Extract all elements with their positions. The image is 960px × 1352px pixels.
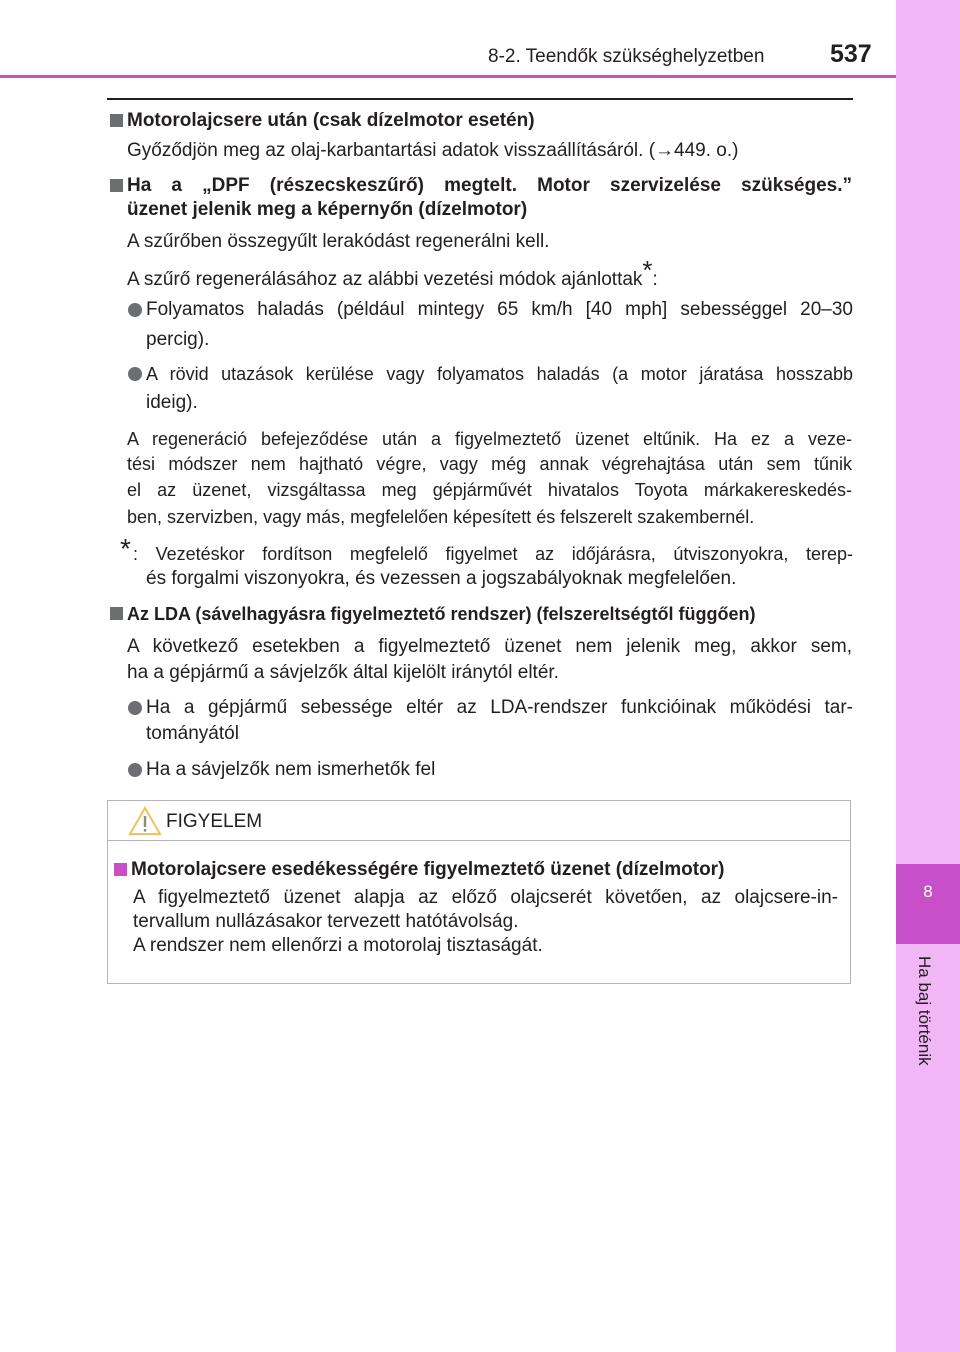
- section2-bullet1-line1: Folyamatos haladás (például mintegy 65 km/h [40 mph] sebességgel 20–30: [146, 299, 853, 320]
- warning-triangle-icon: [128, 806, 162, 836]
- section3-bullet1-line1: Ha a gépjármű sebessége eltér az LDA-rendszer funkcióinak működési tar-: [146, 697, 853, 718]
- asterisk-mark: *: [642, 255, 653, 285]
- content-top-rule: [107, 98, 853, 100]
- chapter-sidebar: [896, 0, 960, 1352]
- section-marker-square: [110, 114, 123, 127]
- warning-heading: Motorolajcsere esedékességére figyelmeztető üzenet (dízelmotor): [131, 859, 725, 880]
- paragraph2-colon: :: [652, 269, 658, 290]
- section2-bullet2-line1: A rövid utazások kerülése vagy folyamatos haladás (a motor járatása hosszabb: [146, 364, 853, 384]
- section2-heading-line1: Ha a „DPF (részecskeszűrő) megtelt. Motor szervizelése szükséges.”: [127, 175, 852, 196]
- chapter-number: 8: [923, 882, 933, 901]
- section2-bullet1-line2: percig).: [146, 329, 210, 350]
- section2-paragraph3-line4: ben, szervizben, vagy más, megfelelően képesített és felszerelt szakembernél.: [127, 507, 755, 527]
- section2-paragraph3-line2: tési módszer nem hajtható végre, vagy még annak végrehajtása után sem tűnik: [127, 454, 852, 474]
- chapter-tab: [896, 864, 960, 944]
- section-title: 8-2. Teendők szükséghelyzetben: [488, 46, 765, 67]
- warning-line1: A figyelmeztető üzenet alapja az előző olajcserét követően, az olajcsere-in-: [133, 887, 838, 908]
- paragraph2-text: A szűrő regenerálásához az alábbi vezetési módok ajánlottak: [127, 269, 643, 290]
- section1-text: Győződjön meg az olaj-karbantartási adatok visszaállításáról. (→449. o.): [127, 140, 739, 161]
- warning-line3: A rendszer nem ellenőrzi a motorolaj tisztaságát.: [133, 935, 543, 956]
- chapter-label: Ha baj történik: [915, 956, 934, 1066]
- section3-bullet2: Ha a sávjelzők nem ismerhetők fel: [146, 759, 436, 780]
- section1-heading: Motorolajcsere után (csak dízelmotor esetén): [127, 110, 535, 131]
- warning-line2: tervallum nullázásakor tervezett hatótávolság.: [133, 911, 519, 932]
- header-rule: [0, 75, 896, 78]
- section3-paragraph-line2: ha a gépjármű a sávjelzők által kijelölt iránytól eltér.: [127, 662, 559, 683]
- section2-paragraph1: A szűrőben összegyűlt lerakódást regenerálni kell.: [127, 231, 550, 252]
- section2-heading-line2: üzenet jelenik meg a képernyőn (dízelmotor): [127, 199, 528, 220]
- section2-paragraph2: [127, 255, 658, 294]
- warning-header-rule: [108, 840, 850, 841]
- section3-paragraph-line1: A következő esetekben a figyelmeztető üzenet nem jelenik meg, akkor sem,: [127, 636, 852, 657]
- footnote-asterisk: *: [120, 533, 131, 564]
- section3-heading: Az LDA (sávelhagyásra figyelmeztető rendszer) (felszereltségtől függően): [127, 604, 756, 624]
- warning-title: FIGYELEM: [166, 811, 263, 832]
- section2-paragraph3-line1: A regeneráció befejeződése után a figyelmeztető üzenet eltűnik. Ha ez a veze-: [127, 429, 852, 449]
- section2-paragraph3-line3: el az üzenet, vizsgáltassa meg gépjárművét hivatalos Toyota márkakereskedés-: [127, 480, 852, 500]
- footnote-line2: és forgalmi viszonyokra, és vezessen a jogszabályoknak megfelelően.: [146, 568, 737, 589]
- section-marker-square: [110, 179, 123, 192]
- bullet-dot: [128, 367, 142, 381]
- bullet-dot: [128, 701, 142, 715]
- section2-bullet2-line2: ideig).: [146, 392, 198, 413]
- bullet-dot: [128, 303, 142, 317]
- bullet-dot: [128, 763, 142, 777]
- warning-section-marker: [114, 863, 127, 876]
- page-number: 537: [830, 40, 872, 68]
- section3-bullet1-line2: tományától: [146, 723, 239, 744]
- footnote-line1: : Vezetéskor fordítson megfelelő figyelmet az időjárásra, útviszonyokra, terep-: [133, 544, 853, 564]
- section-marker-square: [110, 607, 123, 620]
